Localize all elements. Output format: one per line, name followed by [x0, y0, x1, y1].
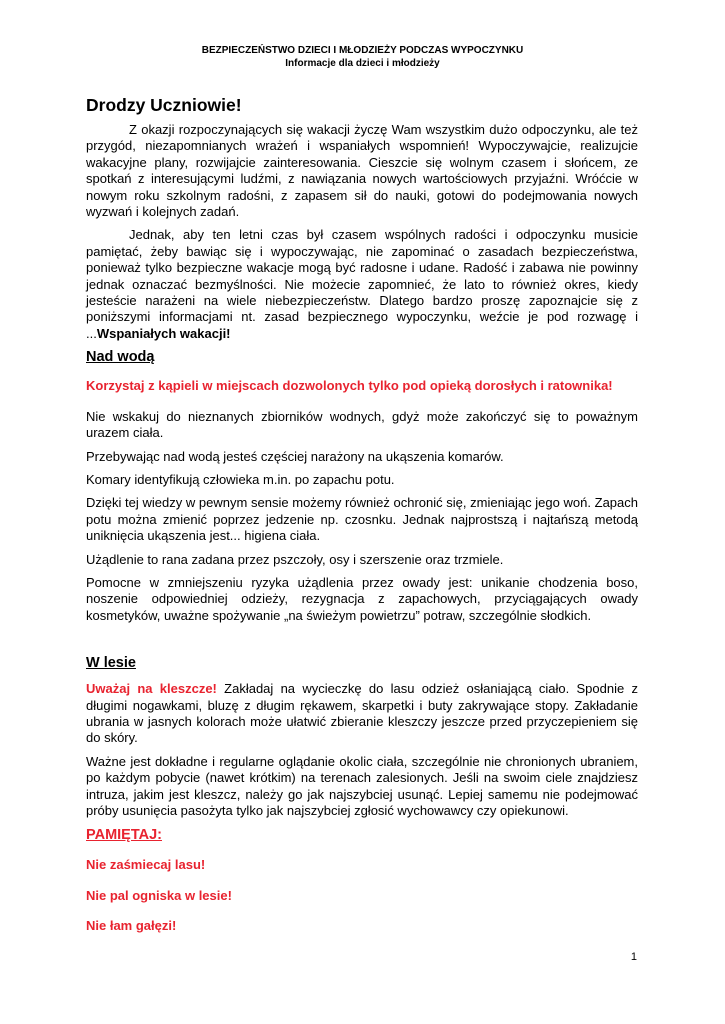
- forest-paragraph-1: [86, 681, 638, 747]
- forest-paragraph-1-text: Zakładaj na wycieczkę do lasu odzież osłaniającą ciało. Spodnie z długimi nogawkami, bluzę z długim rękawem, skarpetki i buty zakrywające stopy. Zakładanie ubrania w jasnych kolorach może ułatwić zbieranie kleszczy jeszcze przed przyczepieniem się do skóry.: [86, 681, 638, 746]
- remember-heading: PAMIĘTAJ:: [86, 827, 162, 844]
- remember-item: Nie zaśmiecaj lasu!: [86, 857, 206, 873]
- section-heading-forest: W lesie: [86, 655, 136, 672]
- intro-closing-wish: Wspaniałych wakacji!: [96, 325, 231, 341]
- tick-warning: Uważaj na kleszcze!: [86, 681, 217, 697]
- water-paragraph: Przebywając nad wodą jesteś częściej narażony na ukąszenia komarów.: [86, 448, 504, 464]
- water-paragraph: Użądlenie to rana zadana przez pszczoły, osy i szerszenie oraz trzmiele.: [86, 551, 504, 567]
- remember-item: Nie pal ogniska w lesie!: [86, 887, 232, 903]
- document-header: [0, 44, 725, 70]
- water-paragraph: Pomocne w zmniejszeniu ryzyka użądlenia przez owady jest: unikanie chodzenia boso, noszenie odpowiedniej odzieży, rezygnacja z zapachowych, przyciągających owady kosmetyków, uważne spożywanie „na świeżym powietrzu” potraw, szczególnie słodkich.: [86, 574, 638, 623]
- section-heading-water: Nad wodą: [86, 349, 155, 366]
- intro-paragraph-1: Z okazji rozpoczynających się wakacji życzę Wam wszystkim dużo odpoczynku, ale też przygód, niezapomnianych wrażeń i wspaniałych wspomnień! Wypoczywajcie, realizujcie wakacyjne plany, rozwijajcie zainteresowania. Cieszcie się wolnym czasem i słońcem, ze spotkań z interesującymi ludźmi, z nawiązania nowych wartościowych przyjaźni. Wróćcie w nowym roku szkolnym radośni, z zapasem sił do nauki, gotowi do podejmowania nowych wyzwań i kolejnych zadań.: [86, 122, 638, 220]
- remember-item: Nie łam gałęzi!: [86, 918, 177, 934]
- water-paragraph: Nie wskakuj do nieznanych zbiorników wodnych, gdyż może zakończyć się to poważnym urazem ciała.: [86, 408, 638, 441]
- page-number: 1: [630, 951, 637, 963]
- page-title: Drodzy Uczniowie!: [86, 95, 242, 115]
- water-paragraph: Komary identyfikują człowieka m.in. po zapachu potu.: [86, 471, 395, 487]
- header-title: BEZPIECZEŃSTWO DZIECI I MŁODZIEŻY PODCZAS WYPOCZYNKU: [201, 45, 524, 56]
- document-body: [86, 94, 638, 935]
- water-paragraph: Dzięki tej wiedzy w pewnym sensie możemy również ochronić się, zmieniając jego woń. Zapach potu można zmienić poprzez jedzenie np. czosnku. Jednak najprostszą i najtańszą metodą uniknięcia ukąszenia jest... higiena ciała.: [86, 495, 638, 544]
- water-warning: Korzystaj z kąpieli w miejscach dozwolonych tylko pod opieką dorosłych i ratownika!: [86, 378, 613, 394]
- forest-paragraph-2: Ważne jest dokładne i regularne oglądanie okolic ciała, szczególnie nie chronionych ubraniem, po każdym pobycie (nawet krótkim) na terenach zalesionych. Jeśli na swoim ciele znajdziesz intruza, jakim jest kleszcz, należy go jak najszybciej usunąć. Lepiej samemu nie podejmować próby usunięcia pasożyta tylko jak najszybciej zgłosić wychowawcy czy opiekunowi.: [86, 753, 638, 818]
- header-subtitle: Informacje dla dzieci i młodzieży: [285, 58, 440, 69]
- intro-paragraph-2-text: Jednak, aby ten letni czas był czasem wspólnych radości i odpoczynku musicie pamiętać, żeby bawiąc się i wypoczywając, nie zapominać o zasadach bezpieczeństwa, ponieważ tylko bezpieczne wakacje mogą być radosne i udane. Radość i zabawa nie powinny jednak oznaczać bezmyślności. Nie możecie zapomnieć, że lato to również okres, kiedy jesteście narażeni na wiele niebezpieczeństw. Dlatego bardzo proszę zapoznajcie się z poniższymi informacjami nt. zasad bezpiecznego wypoczynku, weźcie je pod rozwagę i ...: [86, 227, 638, 341]
- intro-paragraph-2: [86, 227, 638, 342]
